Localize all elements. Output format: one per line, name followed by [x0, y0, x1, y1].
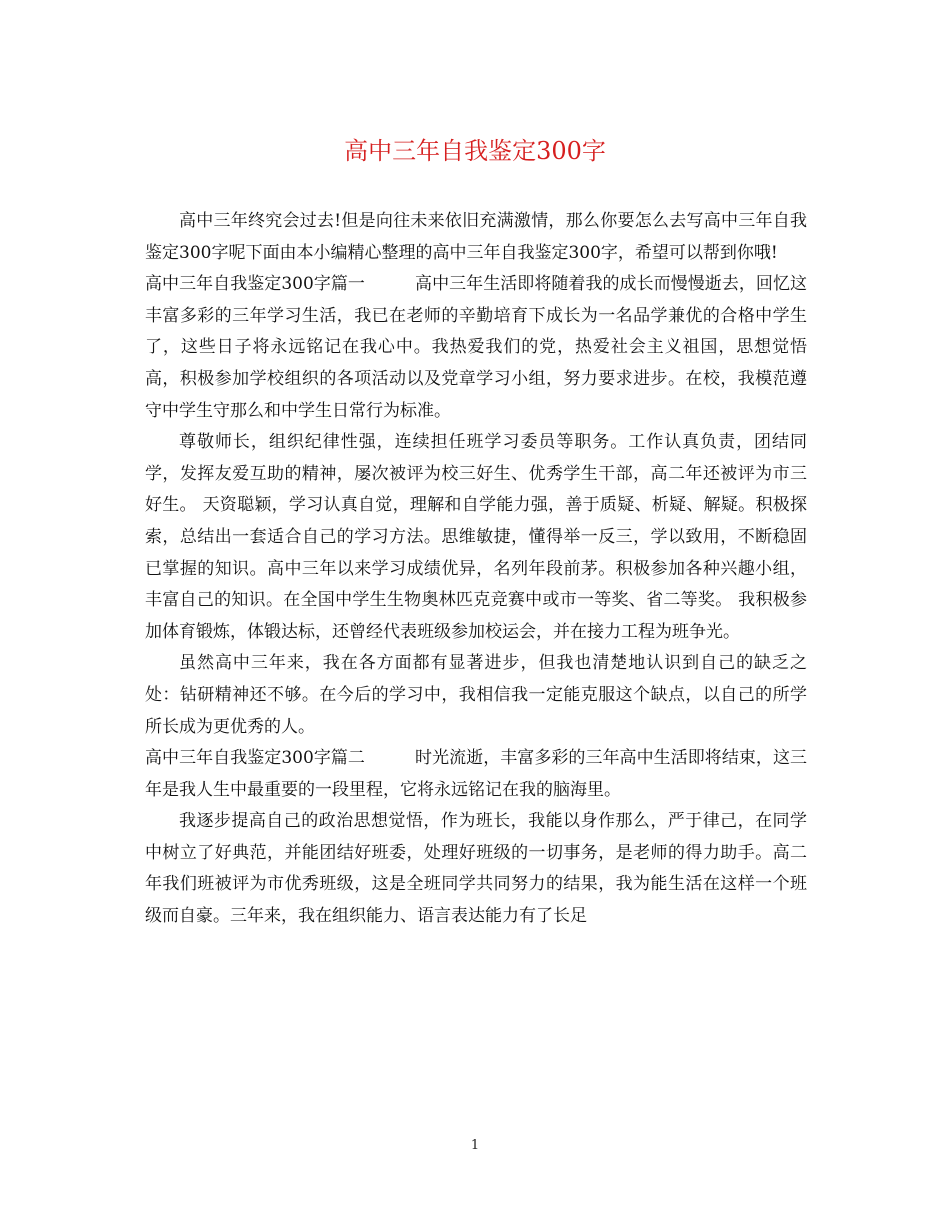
document-title: 高中三年自我鉴定300字 [344, 137, 606, 165]
paragraph-part-two [145, 743, 807, 806]
section-heading-part-two: 高中三年自我鉴定300字篇二 [145, 748, 365, 769]
paragraph-text: 我逐步提高自己的政治思想觉悟，作为班长，我能以身作那么，严于律己，在同学中树立了好典范，并能团结好班委，处理好班级的一切事务，是老师的得力助手。高二年我们班被评为市优秀班级，这是全班同学共同努力的结果，我为能生活在这样一个班级而自豪。三年来，我在组织能力、语言表达能力有了长足 [145, 811, 807, 927]
paragraph-text: 虽然高中三年来，我在各方面都有显著进步，但我也清楚地认识到自己的缺乏之处：钻研精神还不够。在今后的学习中，我相信我一定能克服这个缺点，以自己的所学所长成为更优秀的人。 [145, 653, 807, 737]
page-number: 1 [470, 1138, 480, 1153]
paragraph-text: 尊敬师长，组织纪律性强，连续担任班学习委员等职务。工作认真负责，团结同学，发挥友爱互助的精神，屡次被评为校三好生、优秀学生干部，高二年还被评为市三好生。 天资聪颖，学习认真自觉，理解和自学能力强，善于质疑、析疑、解疑。积极探索，总结出一套适合自己的学习方法。思维敏捷，懂得举一反三，学以致用，不断稳固已掌握的知识。高中三年以来学习成绩优异，名列年段前茅。积极参加各种兴趣小组，丰富自己的知识。在全国中学生生物奥林匹克竞赛中或市一等奖、省二等奖。 我积极参加体育锻炼，体锻达标，还曾经代表班级参加校运会，并在接力工程为班争光。 [145, 432, 807, 642]
document-body [145, 206, 807, 933]
paragraph-text: 高中三年终究会过去!但是向往未来依旧充满激情，那么你要怎么去写高中三年自我鉴定300字呢下面由本小编精心整理的高中三年自我鉴定300字，希望可以帮到你哦! [145, 211, 807, 263]
section-heading-part-one: 高中三年自我鉴定300字篇一 [145, 274, 365, 295]
paragraph-text: 时光流逝，丰富多彩的三年高中生活即将结束，这三年是我人生中最重要的一段里程，它将永远铭记在我的脑海里。 [145, 748, 807, 800]
paragraph-part-one [145, 269, 807, 427]
paragraph-teachers [145, 427, 807, 648]
paragraph-text: 高中三年生活即将随着我的成长而慢慢逝去，回忆这丰富多彩的三年学习生活，我已在老师的辛勤培育下成长为一名品学兼优的合格中学生了，这些日子将永远铭记在我心中。我热爱我们的党，热爱社会主义祖国，思想觉悟高，积极参加学校组织的各项活动以及党章学习小组，努力要求进步。在校，我模范遵守中学生守那么和中学生日常行为标准。 [145, 274, 807, 421]
paragraph-shortcomings [145, 648, 807, 743]
paragraph-intro [145, 206, 807, 269]
paragraph-class-monitor [145, 806, 807, 932]
